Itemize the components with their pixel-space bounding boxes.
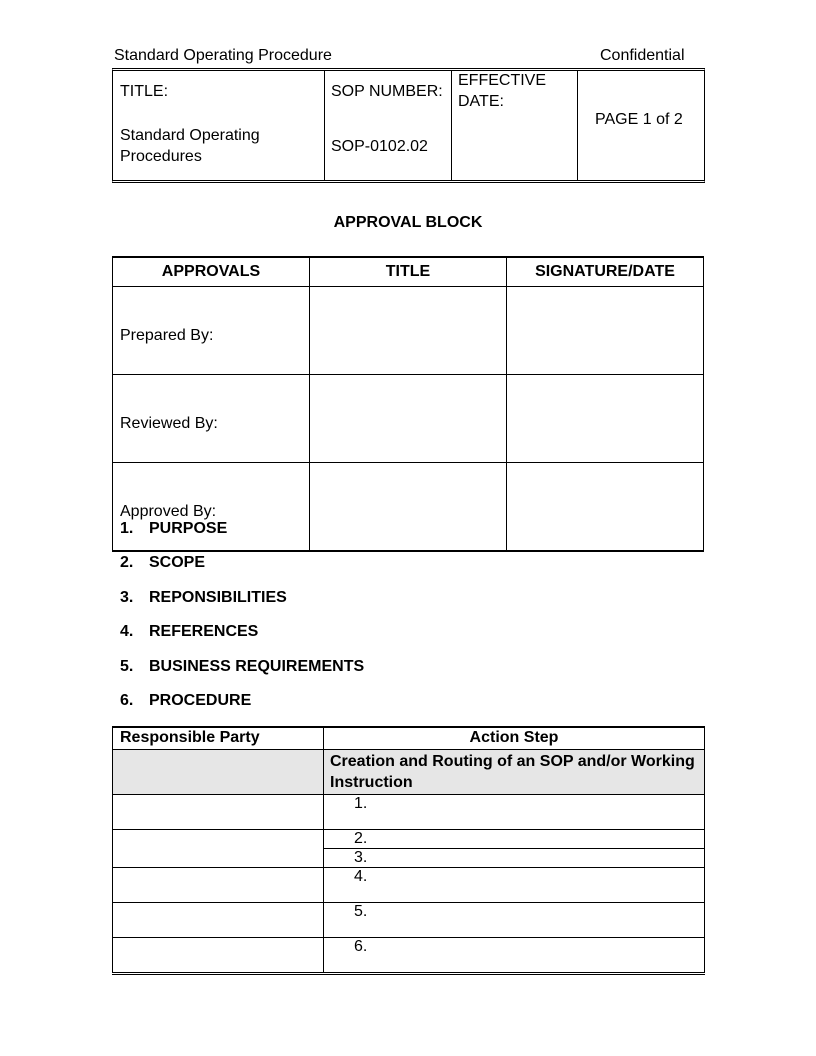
responsible-party-header: Responsible Party — [113, 727, 324, 750]
responsible-party-cell[interactable] — [113, 903, 324, 938]
section-label: BUSINESS REQUIREMENTS — [149, 657, 365, 675]
section-number: 6. — [120, 691, 134, 709]
approved-by-label: Approved By: — [113, 463, 310, 552]
action-step-6[interactable]: 6. — [324, 938, 705, 974]
reviewed-by-signature-cell[interactable] — [507, 375, 704, 463]
effective-label-line2: DATE: — [458, 93, 504, 110]
page-indicator: PAGE 1 of 2 — [595, 111, 683, 128]
section-business-requirements — [120, 657, 364, 691]
section-procedure — [120, 691, 364, 725]
approved-by-signature-cell[interactable] — [507, 463, 704, 552]
approval-block-heading: APPROVAL BLOCK — [333, 214, 483, 231]
section-label: PURPOSE — [149, 520, 228, 537]
responsible-party-cell[interactable] — [113, 938, 324, 974]
section-number: 4. — [120, 623, 134, 641]
prepared-by-label: Prepared By: — [113, 287, 310, 375]
section-number: 2. — [120, 554, 134, 572]
action-step-4[interactable]: 4. — [324, 868, 705, 903]
sop-number-label: SOP NUMBER: — [331, 83, 443, 100]
title-label: TITLE: — [120, 83, 169, 100]
section-label: PROCEDURE — [149, 691, 252, 709]
title-value-line1: Standard Operating — [120, 127, 260, 144]
section-label: REPONSIBILITIES — [149, 588, 287, 606]
procedure-subheading-row — [113, 750, 705, 795]
table-row — [113, 903, 705, 938]
subheading-blank-cell — [113, 750, 324, 795]
action-step-3[interactable]: 3. — [324, 849, 705, 868]
header-left: Standard Operating Procedure — [114, 47, 332, 64]
procedure-subheading: Creation and Routing of an SOP and/or Working Instruction — [324, 750, 705, 795]
section-label: SCOPE — [149, 554, 206, 572]
section-references — [120, 622, 364, 656]
info-divider — [451, 71, 452, 180]
info-divider — [577, 71, 578, 180]
procedure-table — [112, 726, 705, 975]
table-row — [113, 795, 705, 830]
table-row — [113, 830, 705, 849]
responsible-party-cell[interactable] — [113, 830, 324, 868]
action-step-5[interactable]: 5. — [324, 903, 705, 938]
section-number: 5. — [120, 657, 134, 675]
prepared-by-signature-cell[interactable] — [507, 287, 704, 375]
approval-row — [113, 287, 704, 375]
sop-number-value: SOP-0102.02 — [331, 138, 428, 155]
action-step-2[interactable]: 2. — [324, 830, 705, 849]
title-value-line2: Procedures — [120, 148, 202, 165]
title-column-header: TITLE — [310, 257, 507, 287]
section-responsibilities — [120, 588, 364, 622]
reviewed-by-title-cell[interactable] — [310, 375, 507, 463]
section-purpose — [120, 519, 364, 553]
reviewed-by-label: Reviewed By: — [113, 375, 310, 463]
table-row — [113, 938, 705, 974]
approvals-column-header: APPROVALS — [113, 257, 310, 287]
action-step-header: Action Step — [324, 727, 705, 750]
effective-label-line1: EFFECTIVE — [458, 72, 547, 89]
approval-table — [112, 256, 704, 552]
header-right: Confidential — [600, 47, 685, 64]
responsible-party-cell[interactable] — [113, 795, 324, 830]
approval-header-row — [113, 257, 704, 287]
signature-date-column-header: SIGNATURE/DATE — [507, 257, 704, 287]
info-divider — [324, 71, 325, 180]
table-row — [113, 868, 705, 903]
action-step-1[interactable]: 1. — [324, 795, 705, 830]
responsible-party-cell[interactable] — [113, 868, 324, 903]
info-table — [112, 68, 705, 183]
section-number: 3. — [120, 588, 134, 606]
section-scope — [120, 553, 364, 587]
approval-row — [113, 375, 704, 463]
prepared-by-title-cell[interactable] — [310, 287, 507, 375]
section-list — [120, 519, 364, 725]
section-label: REFERENCES — [149, 623, 259, 641]
procedure-header-row — [113, 727, 705, 750]
section-number: 1. — [120, 520, 134, 537]
